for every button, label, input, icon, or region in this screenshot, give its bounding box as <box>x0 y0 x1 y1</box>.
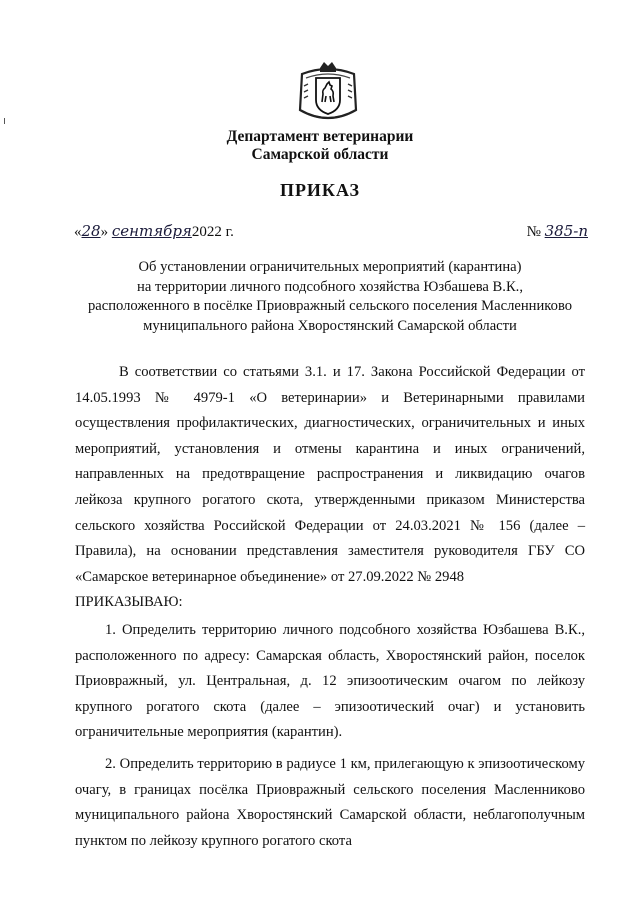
subject-line-1: Об установлении ограничительных мероприятий (карантина) <box>138 259 522 275</box>
subject-line-3: расположенного в посёлке Приовражный сельского поселения Масленниково <box>87 298 573 314</box>
department-line-2: Самарской области <box>251 146 389 163</box>
document-title: ПРИКАЗ <box>279 180 361 200</box>
order-number <box>527 222 588 241</box>
order-date <box>74 222 234 241</box>
order-word: ПРИКАЗЫВАЮ: <box>75 594 183 611</box>
order-item-1: 1. Определить территорию личного подсобного хозяйства Юзбашева В.К., расположенного по адресу: Самарская область, Хворостянский район, поселок Приовражный, ул. Центральная, д. 12 эпизоотическим очагом по лейкозу крупного рогатого скота (далее – эпизоотический очаг) и установить ограничительные мероприятия (карантин). <box>75 621 585 741</box>
date-day: 28 <box>81 222 101 240</box>
date-close-quote: » <box>100 224 109 240</box>
coat-of-arms-samara-icon <box>298 60 358 126</box>
date-year: 2022 г. <box>191 224 234 240</box>
number-value: 385-п <box>544 222 588 240</box>
department-name <box>0 128 640 164</box>
preamble-paragraph: В соответствии со статьями 3.1. и 17. Закона Российской Федерации от 14.05.1993 № 4979-1 «О ветеринарии» и Ветеринарными правилами осуществления профилактических, диагностических, ограничительных и иных мероприятий, установления и отмены карантина и иных ограничений, направленных на предотвращение распространения и ликвидацию очагов лейкоза крупного рогатого скота, утвержденными приказом Министерства сельского хозяйства Российской Федерации от 24.03.2021 № 156 (далее – Правила), на основании представления заместителя руководителя ГБУ СО «Самарское ветеринарное объединение» от 27.09.2022 № 2948 <box>75 364 585 585</box>
date-month: сентября <box>111 222 192 240</box>
subject-line-2: на территории личного подсобного хозяйства Юзбашева В.К., <box>137 278 523 295</box>
date-open-quote: « <box>74 224 82 240</box>
subject-line-4: муниципального района Хворостянский Самарской области <box>143 317 517 334</box>
number-prefix: № <box>526 224 541 240</box>
department-line-1: Департамент ветеринарии <box>226 128 414 145</box>
order-body <box>75 360 585 854</box>
scan-edge-mark <box>4 118 5 124</box>
order-item-2: 2. Определить территорию в радиусе 1 км, прилегающую к эпизоотическому очагу, в границах посёлка Приовражный сельского поселения Масленниково муниципального района Хворостянский Самарской области, неблагополучным пунктом по лейкозу крупного рогатого скота <box>75 755 585 849</box>
order-subject <box>40 258 620 336</box>
